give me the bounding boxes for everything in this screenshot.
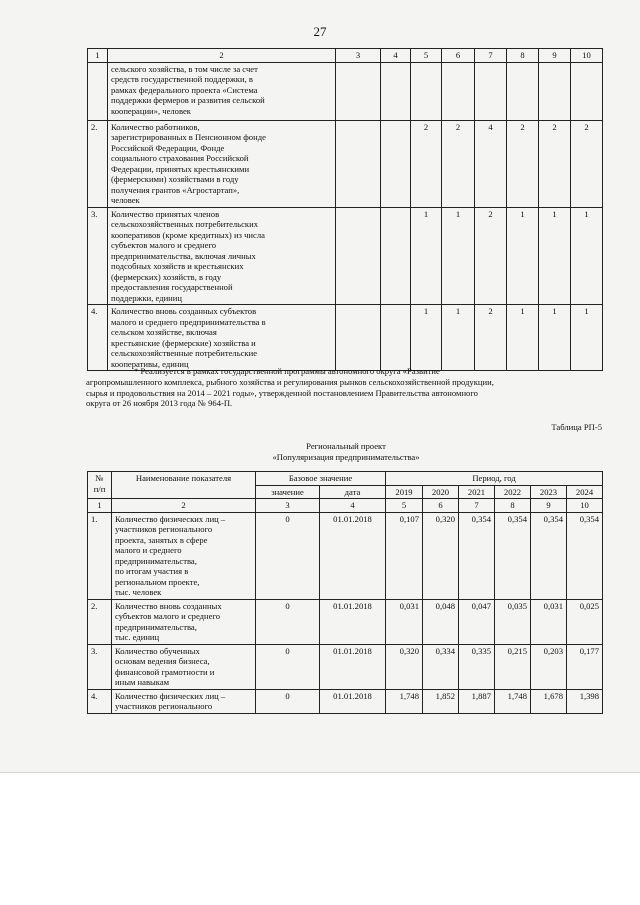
year-value: 1,852 bbox=[423, 689, 459, 713]
year-value: 1,678 bbox=[531, 689, 567, 713]
footnote bbox=[86, 366, 602, 409]
header-base-value: Базовое значение bbox=[256, 472, 386, 486]
base-date: 01.01.2018 bbox=[320, 599, 386, 644]
cell-value: 1 bbox=[442, 305, 475, 371]
header-period: Период, год bbox=[386, 472, 603, 486]
cell-value: 4 bbox=[475, 120, 507, 207]
year-value: 1,398 bbox=[567, 689, 603, 713]
indicator-name: Количество вновь созданных субъектов малого и среднего предпринимательства, тыс. единиц bbox=[112, 599, 256, 644]
column-number: 6 bbox=[423, 499, 459, 513]
row-number: 3. bbox=[88, 644, 112, 689]
indicator-name: Количество физических лиц – участников регионального проекта, занятых в сфере малого и среднего предпринимательства, по итогам участия в региональном проекте, тыс. человек bbox=[112, 512, 256, 599]
year-value: 1,887 bbox=[459, 689, 495, 713]
page-number: 27 bbox=[313, 24, 327, 39]
base-date: 01.01.2018 bbox=[320, 512, 386, 599]
cell-value bbox=[381, 207, 411, 305]
year-value: 1,748 bbox=[386, 689, 423, 713]
cell-value: 1 bbox=[571, 305, 603, 371]
cell-value bbox=[381, 305, 411, 371]
base-value: 0 bbox=[256, 689, 320, 713]
indicator-name: Количество обученных основам ведения бизнеса, финансовой грамотности и иным навыкам bbox=[112, 644, 256, 689]
column-number: 8 bbox=[495, 499, 531, 513]
year-value: 0,048 bbox=[423, 599, 459, 644]
row-number: 1. bbox=[88, 512, 112, 599]
year-value: 0,177 bbox=[567, 644, 603, 689]
year-value: 0,035 bbox=[495, 599, 531, 644]
cell-value: 2 bbox=[475, 207, 507, 305]
year-value: 1,748 bbox=[495, 689, 531, 713]
header-number: № п/п bbox=[88, 472, 112, 499]
indicator-name: сельского хозяйства, в том числе за счет средств государственной поддержки, в рамках федерального проекта «Система поддержки фермеров и развития сельской кооперации», человек bbox=[108, 62, 336, 120]
base-value: 0 bbox=[256, 644, 320, 689]
column-number: 4 bbox=[381, 49, 411, 63]
footnote-line: округа от 26 ноября 2013 года № 964-П. bbox=[86, 398, 233, 409]
header-year: 2021 bbox=[459, 485, 495, 499]
table-row bbox=[88, 120, 603, 207]
row-number: 2. bbox=[88, 120, 108, 207]
table-row bbox=[88, 512, 603, 599]
row-number: 2. bbox=[88, 599, 112, 644]
cell-value bbox=[381, 62, 411, 120]
column-number: 7 bbox=[459, 499, 495, 513]
table-header-row bbox=[88, 472, 603, 486]
year-value: 0,031 bbox=[386, 599, 423, 644]
column-number: 9 bbox=[531, 499, 567, 513]
cell-value: 2 bbox=[442, 120, 475, 207]
cell-value bbox=[411, 62, 442, 120]
table-header-row bbox=[88, 49, 603, 63]
cell-value: 2 bbox=[507, 120, 539, 207]
year-value: 0,025 bbox=[567, 599, 603, 644]
column-number: 9 bbox=[539, 49, 571, 63]
column-number: 4 bbox=[320, 499, 386, 513]
cell-value: 1 bbox=[507, 305, 539, 371]
column-number: 6 bbox=[442, 49, 475, 63]
cell-value bbox=[507, 62, 539, 120]
column-number: 3 bbox=[336, 49, 381, 63]
year-value: 0,047 bbox=[459, 599, 495, 644]
row-number bbox=[88, 62, 108, 120]
table-row bbox=[88, 599, 603, 644]
header-indicator: Наименование показателя bbox=[112, 472, 256, 499]
cell-value bbox=[336, 207, 381, 305]
year-value: 0,107 bbox=[386, 512, 423, 599]
cell-value bbox=[539, 62, 571, 120]
base-value: 0 bbox=[256, 599, 320, 644]
column-number-row bbox=[88, 499, 603, 513]
column-number: 2 bbox=[112, 499, 256, 513]
table-row bbox=[88, 62, 603, 120]
page-bottom-edge bbox=[0, 772, 640, 773]
cell-value: 2 bbox=[571, 120, 603, 207]
year-value: 0,320 bbox=[386, 644, 423, 689]
header-value: значение bbox=[256, 485, 320, 499]
regional-project-table bbox=[87, 471, 603, 714]
indicator-name: Количество принятых членов сельскохозяйственных потребительских кооперативов (кроме кредитных) из числа субъектов малого и среднего предпринимательства, включая личных подсобных хозяйств и крестьянских (фермерских) хозяйств, в году предоставления государственной поддержки, единиц bbox=[108, 207, 336, 305]
column-number: 1 bbox=[88, 499, 112, 513]
table-row bbox=[88, 207, 603, 305]
project-name: «Популяризация предпринимательства» bbox=[272, 452, 420, 462]
column-number: 5 bbox=[411, 49, 442, 63]
column-number: 10 bbox=[571, 49, 603, 63]
indicator-name: Количество работников, зарегистрированных в Пенсионном фонде Российской Федерации, Фонде социального страхования Российской Федерации, принятых крестьянскими (фермерскими) хозяйствами в году получения грантов «Агростартап», человек bbox=[108, 120, 336, 207]
indicator-name: Количество физических лиц – участников регионального bbox=[112, 689, 256, 713]
cell-value: 1 bbox=[539, 207, 571, 305]
year-value: 0,215 bbox=[495, 644, 531, 689]
footnote-line: агропромышленного комплекса, рыбного хозяйства и регулирования рынков сельскохозяйственной продукции, bbox=[86, 376, 494, 387]
column-number: 3 bbox=[256, 499, 320, 513]
year-value: 0,354 bbox=[531, 512, 567, 599]
cell-value: 1 bbox=[411, 305, 442, 371]
cell-value bbox=[336, 120, 381, 207]
year-value: 0,334 bbox=[423, 644, 459, 689]
row-number: 3. bbox=[88, 207, 108, 305]
header-date: дата bbox=[320, 485, 386, 499]
cell-value: 1 bbox=[539, 305, 571, 371]
year-value: 0,354 bbox=[495, 512, 531, 599]
table-label: Таблица РП-5 bbox=[551, 422, 602, 432]
cell-value: 2 bbox=[539, 120, 571, 207]
year-value: 0,354 bbox=[567, 512, 603, 599]
indicator-name: Количество вновь созданных субъектов малого и среднего предпринимательства в сельском хозяйстве, включая крестьянские (фермерские) хозяйства и сельскохозяйственные потребительские кооперативы, единиц bbox=[108, 305, 336, 371]
row-number: 4. bbox=[88, 689, 112, 713]
indicators-table-continued bbox=[87, 48, 603, 371]
table-row bbox=[88, 689, 603, 713]
cell-value: 1 bbox=[442, 207, 475, 305]
column-number: 1 bbox=[88, 49, 108, 63]
header-year: 2024 bbox=[567, 485, 603, 499]
cell-value: 2 bbox=[475, 305, 507, 371]
year-value: 0,203 bbox=[531, 644, 567, 689]
column-number: 10 bbox=[567, 499, 603, 513]
column-number: 7 bbox=[475, 49, 507, 63]
column-number: 2 bbox=[108, 49, 336, 63]
footnote-line: * Реализуется в рамках государственной программы автономного округа «Развитие bbox=[134, 366, 440, 376]
base-date: 01.01.2018 bbox=[320, 644, 386, 689]
header-year: 2020 bbox=[423, 485, 459, 499]
table-row bbox=[88, 305, 603, 371]
cell-value: 1 bbox=[411, 207, 442, 305]
project-title: Региональный проект bbox=[306, 441, 386, 451]
cell-value: 1 bbox=[571, 207, 603, 305]
header-year: 2022 bbox=[495, 485, 531, 499]
base-value: 0 bbox=[256, 512, 320, 599]
column-number: 8 bbox=[507, 49, 539, 63]
cell-value: 2 bbox=[411, 120, 442, 207]
base-date: 01.01.2018 bbox=[320, 689, 386, 713]
cell-value: 1 bbox=[507, 207, 539, 305]
column-number: 5 bbox=[386, 499, 423, 513]
year-value: 0,335 bbox=[459, 644, 495, 689]
year-value: 0,354 bbox=[459, 512, 495, 599]
cell-value bbox=[571, 62, 603, 120]
year-value: 0,031 bbox=[531, 599, 567, 644]
cell-value bbox=[336, 305, 381, 371]
year-value: 0,320 bbox=[423, 512, 459, 599]
header-year: 2019 bbox=[386, 485, 423, 499]
row-number: 4. bbox=[88, 305, 108, 371]
header-year: 2023 bbox=[531, 485, 567, 499]
cell-value bbox=[442, 62, 475, 120]
cell-value bbox=[381, 120, 411, 207]
cell-value bbox=[336, 62, 381, 120]
cell-value bbox=[475, 62, 507, 120]
table-row bbox=[88, 644, 603, 689]
footnote-line: сырья и продовольствия на 2014 – 2021 годы», утвержденной постановлением Правительства автономного bbox=[86, 387, 478, 398]
